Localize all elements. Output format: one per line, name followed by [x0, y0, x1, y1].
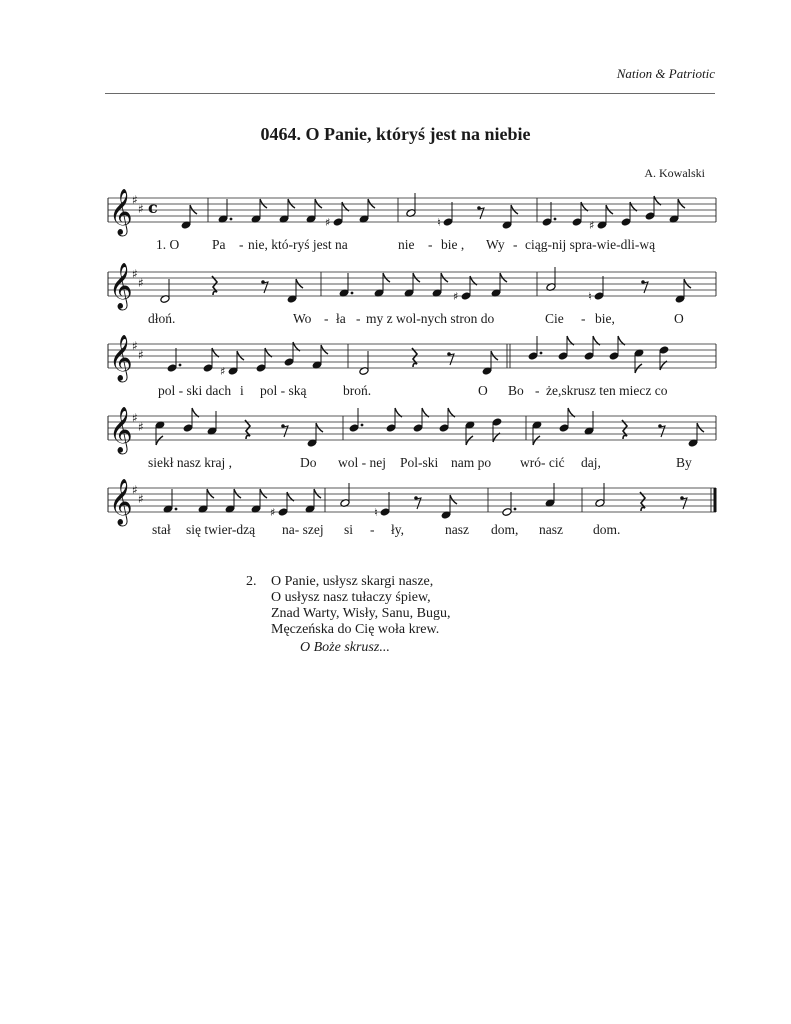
- note-flag: [500, 273, 507, 282]
- note-flag: [383, 273, 390, 282]
- music-system-2: [108, 262, 716, 308]
- natural-accidental: ♮: [437, 216, 441, 229]
- lyric: -: [513, 237, 518, 252]
- note-flag: [606, 205, 613, 214]
- lyric: na- szej: [282, 522, 324, 537]
- lyric: Pol-ski: [400, 455, 439, 470]
- final-barline: [714, 488, 717, 512]
- lyric: -: [356, 311, 361, 326]
- staff-3: [108, 334, 716, 380]
- verse-number: 2.: [246, 574, 257, 589]
- lyric: Pa: [212, 237, 226, 252]
- lyric: pol - ską: [260, 383, 307, 398]
- lyric: wró- cić: [520, 455, 565, 470]
- quarter-rest: [622, 420, 627, 439]
- lyric: ciąg-nij spra-wie-dli-wą: [525, 237, 656, 252]
- lyric: -: [239, 237, 244, 252]
- refrain-cue: O Boże skrusz...: [300, 640, 390, 655]
- lyric: bie,: [595, 311, 615, 326]
- time-signature: c: [148, 198, 158, 217]
- lyric: pol - ski dach: [158, 383, 232, 398]
- music-system-4: [108, 406, 716, 452]
- note-flag: [511, 205, 518, 214]
- staff-2: [108, 262, 716, 308]
- note-flag: [697, 423, 704, 432]
- note-flag: [635, 364, 642, 373]
- song-title: 0464. O Panie, któryś jest na niebie: [260, 124, 531, 144]
- treble-clef: 𝄞: [109, 335, 133, 381]
- music-system-5: [108, 478, 716, 524]
- lyrics-line-4: [108, 455, 716, 473]
- augmentation-dot: [351, 292, 354, 295]
- note-flag: [678, 199, 685, 208]
- quarter-rest: [212, 276, 217, 295]
- lyric: -: [581, 311, 586, 326]
- note-flag: [684, 279, 691, 288]
- note-flag: [190, 205, 197, 214]
- staff-4: [108, 406, 716, 452]
- note-flag: [237, 351, 244, 360]
- note-flag: [441, 273, 448, 282]
- augmentation-dot: [179, 364, 182, 367]
- lyrics-line-2: [108, 311, 716, 329]
- sharp-f: ♯: [132, 193, 138, 207]
- quarter-rest: [640, 492, 645, 511]
- verse-line: O usłysz nasz tułaczy śpiew,: [271, 590, 431, 605]
- sharp-accidental: ♯: [270, 506, 276, 519]
- treble-clef: 𝄞: [109, 479, 133, 525]
- sharp-accidental: ♯: [325, 216, 331, 229]
- sharp-c: ♯: [138, 348, 144, 362]
- augmentation-dot: [514, 508, 517, 511]
- augmentation-dot: [554, 218, 557, 221]
- sharp-f: ♯: [132, 483, 138, 497]
- lyric: -: [324, 311, 329, 326]
- lyric: Cie: [545, 311, 564, 326]
- quarter-rest: [412, 348, 417, 367]
- lyric: Bo: [508, 383, 524, 398]
- lyric: wol - nej: [338, 455, 386, 470]
- note-flag: [368, 199, 375, 208]
- note-flag: [316, 423, 323, 432]
- quarter-rest: [245, 420, 250, 439]
- lyric: dłoń.: [148, 311, 176, 326]
- augmentation-dot: [175, 508, 178, 511]
- treble-clef: 𝄞: [109, 407, 133, 453]
- music-system-1: [108, 188, 716, 234]
- augmentation-dot: [230, 218, 233, 221]
- sharp-accidental: ♯: [589, 219, 595, 232]
- lyric: nasz: [445, 522, 469, 537]
- lyric: broń.: [343, 383, 372, 398]
- augmentation-dot: [361, 424, 364, 427]
- lyric: 1. O: [156, 237, 180, 252]
- lyric: dom.: [593, 522, 621, 537]
- sharp-c: ♯: [138, 492, 144, 506]
- note-flag: [156, 436, 163, 445]
- lyric: ła: [336, 311, 346, 326]
- note-flag: [260, 489, 267, 498]
- lyric: dom,: [491, 522, 519, 537]
- verse-line: Męczeńska do Cię woła krew.: [271, 622, 440, 637]
- lyric: stał: [152, 522, 171, 537]
- note-flag: [288, 199, 295, 208]
- lyric: ły,: [391, 522, 404, 537]
- natural-accidental: ♮: [374, 506, 378, 519]
- treble-clef: 𝄞: [109, 263, 133, 309]
- note-flag: [315, 199, 322, 208]
- lyric: nie: [398, 237, 415, 252]
- lyric: że,skrusz ten miecz co: [546, 383, 668, 398]
- sharp-accidental: ♯: [453, 290, 459, 303]
- treble-clef: 𝄞: [109, 189, 133, 235]
- lyric: -: [428, 237, 433, 252]
- lyric: my z wol-nych stron do: [366, 311, 495, 326]
- sharp-f: ♯: [132, 339, 138, 353]
- staff-1: [108, 188, 716, 234]
- lyric: i: [240, 383, 244, 398]
- note-flag: [260, 199, 267, 208]
- note-flag: [466, 436, 473, 445]
- composer: A. Kowalski: [644, 166, 705, 180]
- lyrics-line-5: [108, 522, 716, 540]
- lyrics-line-1: [108, 237, 716, 255]
- natural-accidental: ♮: [588, 290, 592, 303]
- lyric: bie ,: [441, 237, 465, 252]
- lyric: nasz: [539, 522, 563, 537]
- lyric: si: [344, 522, 354, 537]
- sharp-c: ♯: [138, 202, 144, 216]
- lyric: daj,: [581, 455, 601, 470]
- note-flag: [413, 273, 420, 282]
- header-section-label: Nation & Patriotic: [616, 66, 715, 81]
- lyric: nam po: [451, 455, 492, 470]
- lyric: -: [535, 383, 540, 398]
- header-rule: [105, 93, 715, 94]
- lyric: siekł nasz kraj ,: [148, 455, 232, 470]
- verse-line: Znad Warty, Wisły, Sanu, Bugu,: [271, 606, 451, 621]
- sharp-accidental: ♯: [220, 365, 226, 378]
- lyric: O: [674, 311, 684, 326]
- sharp-f: ♯: [132, 267, 138, 281]
- lyric: By: [676, 455, 692, 470]
- note-flag: [234, 489, 241, 498]
- staff-5: [108, 478, 716, 524]
- note-flag: [491, 351, 498, 360]
- sharp-f: ♯: [132, 411, 138, 425]
- note-flag: [296, 279, 303, 288]
- note-flag: [314, 489, 321, 498]
- verse-line: O Panie, usłysz skargi nasze,: [271, 574, 434, 589]
- note-flag: [207, 489, 214, 498]
- lyric: Do: [300, 455, 317, 470]
- sharp-c: ♯: [138, 276, 144, 290]
- note-flag: [321, 345, 328, 354]
- lyric: nie, któ-ryś jest na: [248, 237, 348, 252]
- lyric: O: [478, 383, 488, 398]
- lyric: Wy: [486, 237, 505, 252]
- lyric: -: [370, 522, 375, 537]
- note-flag: [450, 495, 457, 504]
- sharp-c: ♯: [138, 420, 144, 434]
- lyric: się twier-dzą: [186, 522, 256, 537]
- lyrics-line-3: [108, 383, 716, 401]
- music-system-3: [108, 334, 716, 380]
- augmentation-dot: [540, 352, 543, 355]
- lyric: Wo: [293, 311, 312, 326]
- note-flag: [533, 436, 540, 445]
